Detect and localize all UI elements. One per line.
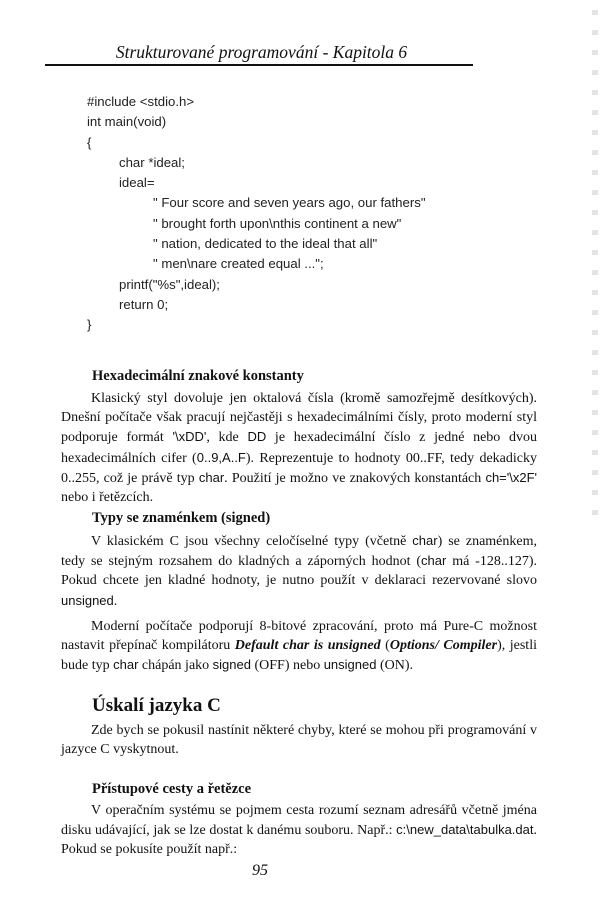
section-title-hex: Hexadecimální znakové konstanty — [92, 368, 304, 384]
code-line: { — [87, 134, 92, 150]
code-line: " men\nare created equal ..."; — [153, 256, 324, 272]
section-title-signed: Typy se znaménkem (signed) — [92, 510, 271, 526]
code-line: int main(void) — [87, 114, 167, 130]
paragraph-signed: V klasickém C jsou všechny celočíselné typy (včetně char) se znaménkem, tedy se stejným rozsahem do kladných a záporných hodnot (char má -128..127). Pokud chcete jen kladné hodnoty, je nutno použít v deklaraci rezervované slovo unsigned. Moderní počítače podporují 8-bitové zpracování, proto má Pure-C možnost nastavit přepínač kompilátoru Default char is unsigned (Options/ Compiler), jestli bude typ char chápán jako signed (OFF) nebo unsigned (ON). — [61, 533, 537, 674]
paragraph-pitfalls: Zde bych se pokusil nastínit některé chyby, které se mohou při programování v jazyce C vyskytnout. — [61, 723, 537, 758]
header-rule — [45, 64, 473, 66]
code-line: printf("%s",ideal); — [119, 276, 220, 292]
code-line: return 0; — [119, 296, 169, 312]
code-line: " Four score and seven years ago, our fathers" — [153, 195, 426, 211]
code-line: #include <stdio.h> — [87, 94, 195, 109]
code-listing — [87, 92, 426, 336]
page-number: 95 — [252, 862, 268, 879]
section-title-paths: Přístupové cesty a řetězce — [92, 781, 252, 797]
paragraph-hex: Klasický styl dovoluje jen oktalová čísla (kromě samozřejmě desítkových). Dnešní počítače však pracují nejčastěji s hexadecimálními čísly, proto moderní styl podporuje formát '\xDD', kde DD je hexadecimální číslo z jedné nebo dvou hexadecimálních cifer (0..9,A..F). Reprezentuje to hodnoty 00..FF, tedy dekadicky 0..255, což je právě typ char. Použití je možno ve znakových konstantách ch='\x2F' nebo i řetězcích. — [61, 391, 538, 506]
code-line: } — [87, 317, 92, 333]
code-line: " brought forth upon\nthis continent a new" — [153, 215, 402, 231]
code-line: " nation, dedicated to the ideal that all" — [153, 236, 378, 252]
code-line: char *ideal; — [119, 154, 185, 170]
section-title-pitfalls: Úskalí jazyka C — [92, 695, 221, 716]
code-line: ideal= — [119, 175, 155, 191]
paragraph-paths: V operačním systému se pojmem cesta rozumí seznam adresářů včetně jména disku udávající, jak se lze dostat k danému souboru. Např.: c:\new_data\tabulka.dat. Pokud se pokusíte použít např.: — [61, 803, 537, 858]
binding-edge-marks — [592, 10, 598, 530]
running-header: Strukturované programování - Kapitola 6 — [115, 42, 408, 62]
